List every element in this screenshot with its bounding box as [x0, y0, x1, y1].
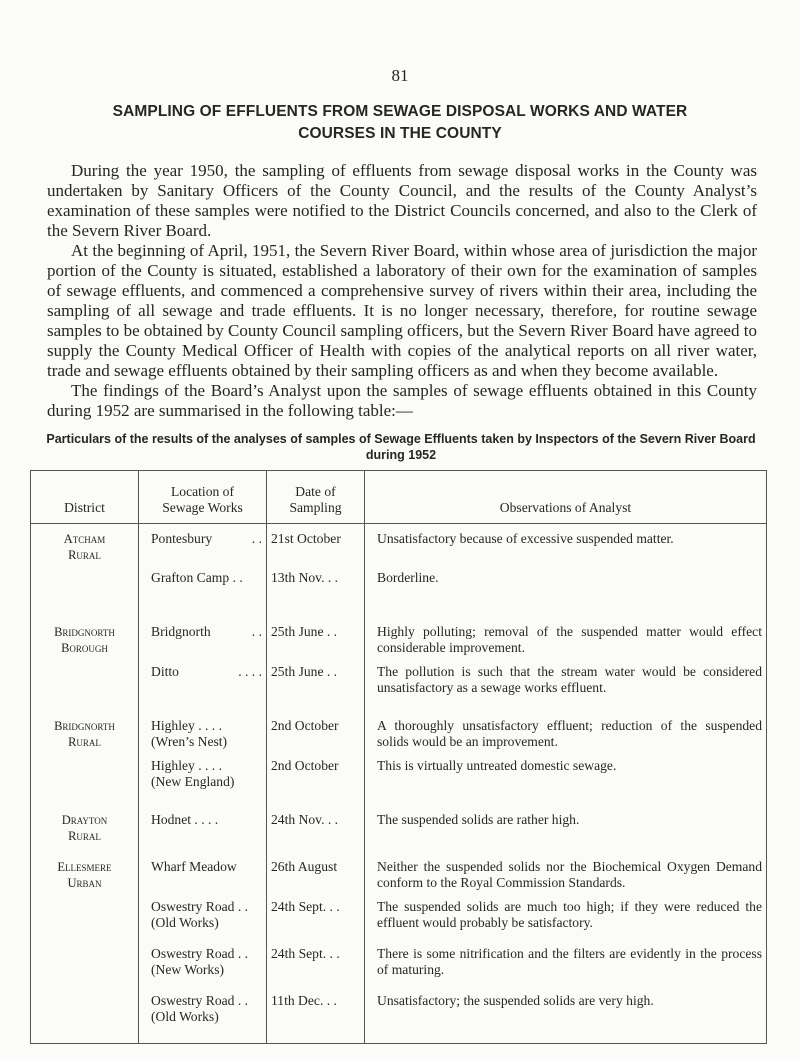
table-caption	[38, 431, 764, 463]
location-leader: . . . .	[238, 663, 262, 679]
location-name	[151, 624, 262, 640]
observation-cell: A thoroughly unsatisfactory effluent; reduction of the suspended solids would be an improvement.	[365, 711, 767, 758]
date-cell: 2nd October	[267, 711, 365, 758]
location-cell	[139, 899, 267, 946]
table-caption-line-2: during 1952	[365, 448, 437, 462]
table-row	[31, 711, 767, 758]
table-row	[31, 617, 767, 664]
paragraph-3: The findings of the Board’s Analyst upon the samples of sewage effluents obtained in this County during 1952 are summarised in the following table:—	[47, 381, 757, 420]
location-text: Hodnet . . . .	[151, 811, 219, 827]
header-location-line-1: Location of	[170, 484, 235, 499]
location-text: Oswestry Road . .	[151, 898, 249, 914]
observation-cell: Unsatisfactory because of excessive suspended matter.	[365, 524, 767, 570]
location-cell	[139, 852, 267, 899]
date-cell: 11th Dec. . .	[267, 993, 365, 1044]
location-name	[151, 946, 262, 962]
location-cell	[139, 524, 267, 570]
location-name	[151, 993, 262, 1009]
table-row	[31, 524, 767, 570]
district-cell	[31, 805, 139, 852]
district-cell	[31, 758, 139, 805]
location-name	[151, 570, 262, 586]
location-subname: (New England)	[151, 773, 235, 789]
district-name: Ellesmere	[57, 859, 112, 874]
district-cell	[31, 664, 139, 711]
date-cell: 21st October	[267, 524, 365, 570]
location-name	[151, 664, 262, 680]
location-cell	[139, 570, 267, 617]
district-cell	[31, 617, 139, 664]
district-cell	[31, 852, 139, 899]
location-text: Grafton Camp . .	[151, 569, 243, 585]
header-observations: Observations of Analyst	[365, 471, 767, 524]
location-text: Highley . . . .	[151, 757, 222, 773]
observation-cell: The suspended solids are rather high.	[365, 805, 767, 852]
location-name	[151, 718, 262, 734]
date-cell: 2nd October	[267, 758, 365, 805]
location-leader: . .	[251, 531, 262, 546]
district-name: Urban	[67, 875, 102, 890]
location-text: Pontesbury	[151, 531, 213, 546]
location-name	[151, 758, 262, 774]
location-subname: (New Works)	[151, 961, 225, 977]
district-name: Borough	[61, 640, 108, 655]
page-title-line-1: SAMPLING OF EFFLUENTS FROM SEWAGE DISPOSAL WORKS AND WATER	[112, 103, 688, 120]
header-date	[267, 471, 365, 524]
header-district: District	[31, 471, 139, 524]
observation-cell: There is some nitrification and the filters are evidently in the process of maturing.	[365, 946, 767, 993]
location-text: Ditto	[151, 663, 179, 679]
location-text: Bridgnorth	[151, 623, 211, 639]
district-name: Rural	[68, 734, 101, 749]
header-date-line-2: Sampling	[289, 500, 342, 515]
location-name	[151, 859, 262, 875]
district-name: Rural	[68, 828, 101, 843]
table-body	[31, 524, 767, 1044]
page-title	[40, 101, 760, 145]
date-cell: 25th June . .	[267, 617, 365, 664]
location-cell	[139, 617, 267, 664]
results-table	[30, 470, 767, 1044]
page-number: 81	[391, 66, 409, 85]
table-row	[31, 805, 767, 852]
district-name: Atcham	[63, 532, 106, 546]
location-cell	[139, 805, 267, 852]
table-header-row	[31, 471, 767, 524]
intro-text	[47, 161, 757, 421]
district-cell	[31, 993, 139, 1044]
observation-cell: This is virtually untreated domestic sewage.	[365, 758, 767, 805]
date-cell: 13th Nov. . .	[267, 570, 365, 617]
table-row	[31, 570, 767, 617]
header-location	[139, 471, 267, 524]
district-name: Drayton	[61, 812, 108, 827]
location-name	[151, 899, 262, 915]
location-cell	[139, 711, 267, 758]
location-subname: (Old Works)	[151, 914, 219, 930]
table-row	[31, 899, 767, 946]
observation-cell: Unsatisfactory; the suspended solids are very high.	[365, 993, 767, 1044]
table-row	[31, 946, 767, 993]
table-row	[31, 664, 767, 711]
date-cell: 24th Sept. . .	[267, 946, 365, 993]
district-cell	[31, 711, 139, 758]
location-text: Wharf Meadow	[151, 858, 237, 874]
header-date-line-1: Date of	[295, 484, 336, 499]
table-row	[31, 852, 767, 899]
district-name: Bridgnorth	[54, 718, 115, 733]
location-cell	[139, 758, 267, 805]
observation-cell: Highly polluting; removal of the suspended matter would effect considerable improvement.	[365, 617, 767, 664]
district-cell	[31, 946, 139, 993]
location-cell	[139, 993, 267, 1044]
location-text: Highley . . . .	[151, 717, 222, 733]
date-cell: 26th August	[267, 852, 365, 899]
table-row	[31, 993, 767, 1044]
page-title-line-2: COURSES IN THE COUNTY	[298, 125, 502, 142]
location-leader: . .	[251, 623, 262, 639]
date-cell: 25th June . .	[267, 664, 365, 711]
district-cell	[31, 570, 139, 617]
location-cell	[139, 664, 267, 711]
location-cell	[139, 946, 267, 993]
location-subname: (Wren’s Nest)	[151, 733, 228, 749]
location-subname: (Old Works)	[151, 1008, 219, 1024]
header-location-line-2: Sewage Works	[162, 500, 243, 515]
table-caption-line-1: Particulars of the results of the analyses of samples of Sewage Effluents taken by Inspectors of the Severn River Board	[46, 432, 756, 446]
district-name: Rural	[68, 548, 101, 562]
location-name	[151, 812, 262, 828]
district-cell	[31, 899, 139, 946]
district-name: Bridgnorth	[54, 624, 115, 639]
observation-cell: The pollution is such that the stream water would be considered unsatisfactory as a sewage works effluent.	[365, 664, 767, 711]
observation-cell: The suspended solids are much too high; if they were reduced the effluent would probably be satisfactory.	[365, 899, 767, 946]
district-cell	[31, 524, 139, 570]
paragraph-2: At the beginning of April, 1951, the Severn River Board, within whose area of jurisdiction the major portion of the County is situated, established a laboratory of their own for the examination of samples of sewage effluents, and commenced a comprehensive survey of rivers within their area, including the sampling of all sewage and trade effluents. It is no longer necessary, therefore, for routine sewage samples to be obtained by County Council sampling officers, but the Severn River Board have agreed to supply the County Medical Officer of Health with copies of the analytical reports on all river water, trade and sewage effluents obtained by their sampling officers as and when they become available.	[47, 241, 757, 380]
location-name	[151, 531, 262, 547]
date-cell: 24th Nov. . .	[267, 805, 365, 852]
observation-cell: Borderline.	[365, 570, 767, 617]
location-text: Oswestry Road . .	[151, 945, 249, 961]
observation-cell: Neither the suspended solids nor the Biochemical Oxygen Demand conform to the Royal Commission Standards.	[365, 852, 767, 899]
date-cell: 24th Sept. . .	[267, 899, 365, 946]
location-text: Oswestry Road . .	[151, 992, 249, 1008]
table-row	[31, 758, 767, 805]
paragraph-1: During the year 1950, the sampling of effluents from sewage disposal works in the County was undertaken by Sanitary Officers of the County Council, and the results of the County Analyst’s examination of these samples were notified to the District Councils concerned, and also to the Clerk of the Severn River Board.	[47, 161, 757, 240]
